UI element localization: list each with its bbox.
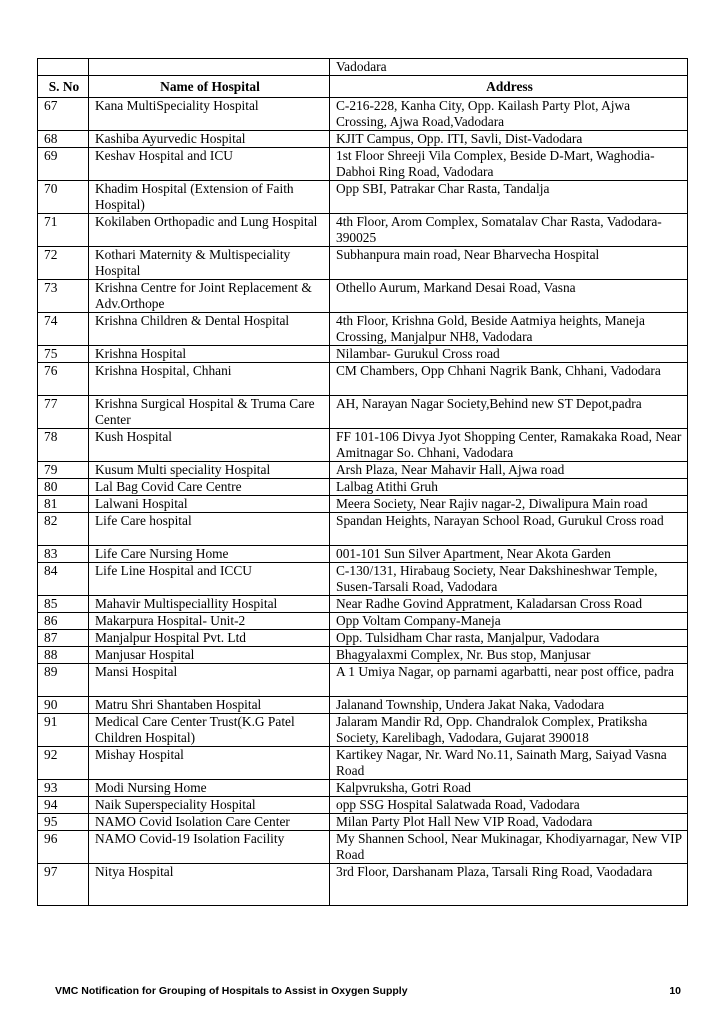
hospital-name-cell: Kana MultiSpeciality Hospital: [89, 98, 330, 131]
sno-cell: 72: [38, 247, 89, 280]
hospital-name-cell: Krishna Surgical Hospital & Truma Care Center: [89, 396, 330, 429]
hospital-name-cell: NAMO Covid Isolation Care Center: [89, 814, 330, 831]
continuation-address-cell: Vadodara: [330, 59, 688, 76]
address-cell: Opp Voltam Company-Maneja: [330, 613, 688, 630]
sno-cell: 81: [38, 496, 89, 513]
sno-cell: 90: [38, 697, 89, 714]
address-cell: Jalanand Township, Undera Jakat Naka, Vadodara: [330, 697, 688, 714]
table-row: [38, 148, 688, 181]
address-cell: Othello Aurum, Markand Desai Road, Vasna: [330, 280, 688, 313]
header-address: Address: [330, 76, 688, 98]
table-row: [38, 429, 688, 462]
address-cell: Opp SBI, Patrakar Char Rasta, Tandalja: [330, 181, 688, 214]
table-row: [38, 864, 688, 906]
address-cell: 001-101 Sun Silver Apartment, Near Akota Garden: [330, 546, 688, 563]
hospital-name-cell: Mahavir Multispeciallity Hospital: [89, 596, 330, 613]
address-cell: Spandan Heights, Narayan School Road, Gurukul Cross road: [330, 513, 688, 546]
sno-cell: 91: [38, 714, 89, 747]
table-row: [38, 214, 688, 247]
table-row: [38, 697, 688, 714]
address-cell: 3rd Floor, Darshanam Plaza, Tarsali Ring Road, Vaodadara: [330, 864, 688, 906]
address-cell: Milan Party Plot Hall New VIP Road, Vadodara: [330, 814, 688, 831]
sno-cell: 93: [38, 780, 89, 797]
continuation-sno-cell: [38, 59, 89, 76]
address-cell: Lalbag Atithi Gruh: [330, 479, 688, 496]
sno-cell: 94: [38, 797, 89, 814]
sno-cell: 67: [38, 98, 89, 131]
header-sno: S. No: [38, 76, 89, 98]
sno-cell: 92: [38, 747, 89, 780]
table-row: [38, 563, 688, 596]
table-row: [38, 98, 688, 131]
table-row: [38, 747, 688, 780]
table-row: [38, 479, 688, 496]
table-row: [38, 346, 688, 363]
address-cell: FF 101-106 Divya Jyot Shopping Center, Ramakaka Road, Near Amitnagar So. Chhani, Vadodara: [330, 429, 688, 462]
sno-cell: 88: [38, 647, 89, 664]
address-cell: AH, Narayan Nagar Society,Behind new ST Depot,padra: [330, 396, 688, 429]
sno-cell: 74: [38, 313, 89, 346]
hospital-name-cell: Keshav Hospital and ICU: [89, 148, 330, 181]
hospital-name-cell: Matru Shri Shantaben Hospital: [89, 697, 330, 714]
address-cell: 4th Floor, Krishna Gold, Beside Aatmiya heights, Maneja Crossing, Manjalpur NH8, Vadodara: [330, 313, 688, 346]
table-row: [38, 596, 688, 613]
sno-cell: 82: [38, 513, 89, 546]
hospital-name-cell: Lal Bag Covid Care Centre: [89, 479, 330, 496]
address-cell: Subhanpura main road, Near Bharvecha Hospital: [330, 247, 688, 280]
hospital-name-cell: Kusum Multi speciality Hospital: [89, 462, 330, 479]
address-cell: Near Radhe Govind Appratment, Kaladarsan Cross Road: [330, 596, 688, 613]
hospital-name-cell: Lalwani Hospital: [89, 496, 330, 513]
table-row: [38, 546, 688, 563]
sno-cell: 83: [38, 546, 89, 563]
table-row: [38, 280, 688, 313]
hospital-name-cell: Life Care hospital: [89, 513, 330, 546]
hospital-name-cell: Krishna Children & Dental Hospital: [89, 313, 330, 346]
address-cell: A 1 Umiya Nagar, op parnami agarbatti, near post office, padra: [330, 664, 688, 697]
hospital-name-cell: Krishna Centre for Joint Replacement & Adv.Orthope: [89, 280, 330, 313]
sno-cell: 96: [38, 831, 89, 864]
footer-title: VMC Notification for Grouping of Hospitals to Assist in Oxygen Supply: [55, 985, 408, 997]
hospital-name-cell: Manjusar Hospital: [89, 647, 330, 664]
address-cell: Meera Society, Near Rajiv nagar-2, Diwalipura Main road: [330, 496, 688, 513]
page-number: 10: [669, 985, 681, 997]
table-row: [38, 797, 688, 814]
sno-cell: 84: [38, 563, 89, 596]
hospital-name-cell: Manjalpur Hospital Pvt. Ltd: [89, 630, 330, 647]
hospital-table: [37, 58, 688, 906]
hospital-name-cell: Khadim Hospital (Extension of Faith Hospital): [89, 181, 330, 214]
address-cell: 1st Floor Shreeji Vila Complex, Beside D-Mart, Waghodia-Dabhoi Ring Road, Vadodara: [330, 148, 688, 181]
hospital-name-cell: NAMO Covid-19 Isolation Facility: [89, 831, 330, 864]
sno-cell: 89: [38, 664, 89, 697]
table-row: [38, 647, 688, 664]
continuation-row: [38, 59, 688, 76]
table-row: [38, 396, 688, 429]
table-row: [38, 630, 688, 647]
hospital-name-cell: Makarpura Hospital- Unit-2: [89, 613, 330, 630]
table-row: [38, 247, 688, 280]
address-cell: Kalpvruksha, Gotri Road: [330, 780, 688, 797]
hospital-name-cell: Modi Nursing Home: [89, 780, 330, 797]
table-row: [38, 131, 688, 148]
table-row: [38, 613, 688, 630]
table-row: [38, 664, 688, 697]
sno-cell: 69: [38, 148, 89, 181]
sno-cell: 85: [38, 596, 89, 613]
address-cell: Kartikey Nagar, Nr. Ward No.11, Sainath Marg, Saiyad Vasna Road: [330, 747, 688, 780]
address-cell: My Shannen School, Near Mukinagar, Khodiyarnagar, New VIP Road: [330, 831, 688, 864]
hospital-name-cell: Kush Hospital: [89, 429, 330, 462]
table-row: [38, 513, 688, 546]
address-cell: Nilambar- Gurukul Cross road: [330, 346, 688, 363]
address-cell: Jalaram Mandir Rd, Opp. Chandralok Complex, Pratiksha Society, Karelibagh, Vadodara, Gujarat 390018: [330, 714, 688, 747]
hospital-name-cell: Mishay Hospital: [89, 747, 330, 780]
address-cell: KJIT Campus, Opp. ITI, Savli, Dist-Vadodara: [330, 131, 688, 148]
sno-cell: 80: [38, 479, 89, 496]
table-row: [38, 496, 688, 513]
hospital-name-cell: Kokilaben Orthopadic and Lung Hospital: [89, 214, 330, 247]
sno-cell: 79: [38, 462, 89, 479]
header-name: Name of Hospital: [89, 76, 330, 98]
address-cell: opp SSG Hospital Salatwada Road, Vadodara: [330, 797, 688, 814]
header-row: [38, 76, 688, 98]
sno-cell: 87: [38, 630, 89, 647]
sno-cell: 73: [38, 280, 89, 313]
address-cell: C-130/131, Hirabaug Society, Near Dakshineshwar Temple, Susen-Tarsali Road, Vadodara: [330, 563, 688, 596]
sno-cell: 68: [38, 131, 89, 148]
sno-cell: 71: [38, 214, 89, 247]
address-cell: Opp. Tulsidham Char rasta, Manjalpur, Vadodara: [330, 630, 688, 647]
hospital-name-cell: Krishna Hospital, Chhani: [89, 363, 330, 396]
hospital-name-cell: Kothari Maternity & Multispeciality Hospital: [89, 247, 330, 280]
hospital-name-cell: Krishna Hospital: [89, 346, 330, 363]
address-cell: Arsh Plaza, Near Mahavir Hall, Ajwa road: [330, 462, 688, 479]
address-cell: C-216-228, Kanha City, Opp. Kailash Party Plot, Ajwa Crossing, Ajwa Road,Vadodara: [330, 98, 688, 131]
sno-cell: 97: [38, 864, 89, 906]
sno-cell: 78: [38, 429, 89, 462]
hospital-name-cell: Medical Care Center Trust(K.G Patel Children Hospital): [89, 714, 330, 747]
hospital-name-cell: Life Line Hospital and ICCU: [89, 563, 330, 596]
hospital-name-cell: Life Care Nursing Home: [89, 546, 330, 563]
hospital-name-cell: Nitya Hospital: [89, 864, 330, 906]
continuation-name-cell: [89, 59, 330, 76]
table-row: [38, 831, 688, 864]
table-row: [38, 462, 688, 479]
sno-cell: 76: [38, 363, 89, 396]
sno-cell: 70: [38, 181, 89, 214]
table-row: [38, 363, 688, 396]
address-cell: CM Chambers, Opp Chhani Nagrik Bank, Chhani, Vadodara: [330, 363, 688, 396]
sno-cell: 86: [38, 613, 89, 630]
sno-cell: 95: [38, 814, 89, 831]
table-row: [38, 313, 688, 346]
hospital-name-cell: Naik Superspeciality Hospital: [89, 797, 330, 814]
address-cell: Bhagyalaxmi Complex, Nr. Bus stop, Manjusar: [330, 647, 688, 664]
table-row: [38, 181, 688, 214]
table-row: [38, 814, 688, 831]
sno-cell: 75: [38, 346, 89, 363]
hospital-name-cell: Mansi Hospital: [89, 664, 330, 697]
table-row: [38, 780, 688, 797]
sno-cell: 77: [38, 396, 89, 429]
address-cell: 4th Floor, Arom Complex, Somatalav Char Rasta, Vadodara-390025: [330, 214, 688, 247]
table-row: [38, 714, 688, 747]
hospital-name-cell: Kashiba Ayurvedic Hospital: [89, 131, 330, 148]
